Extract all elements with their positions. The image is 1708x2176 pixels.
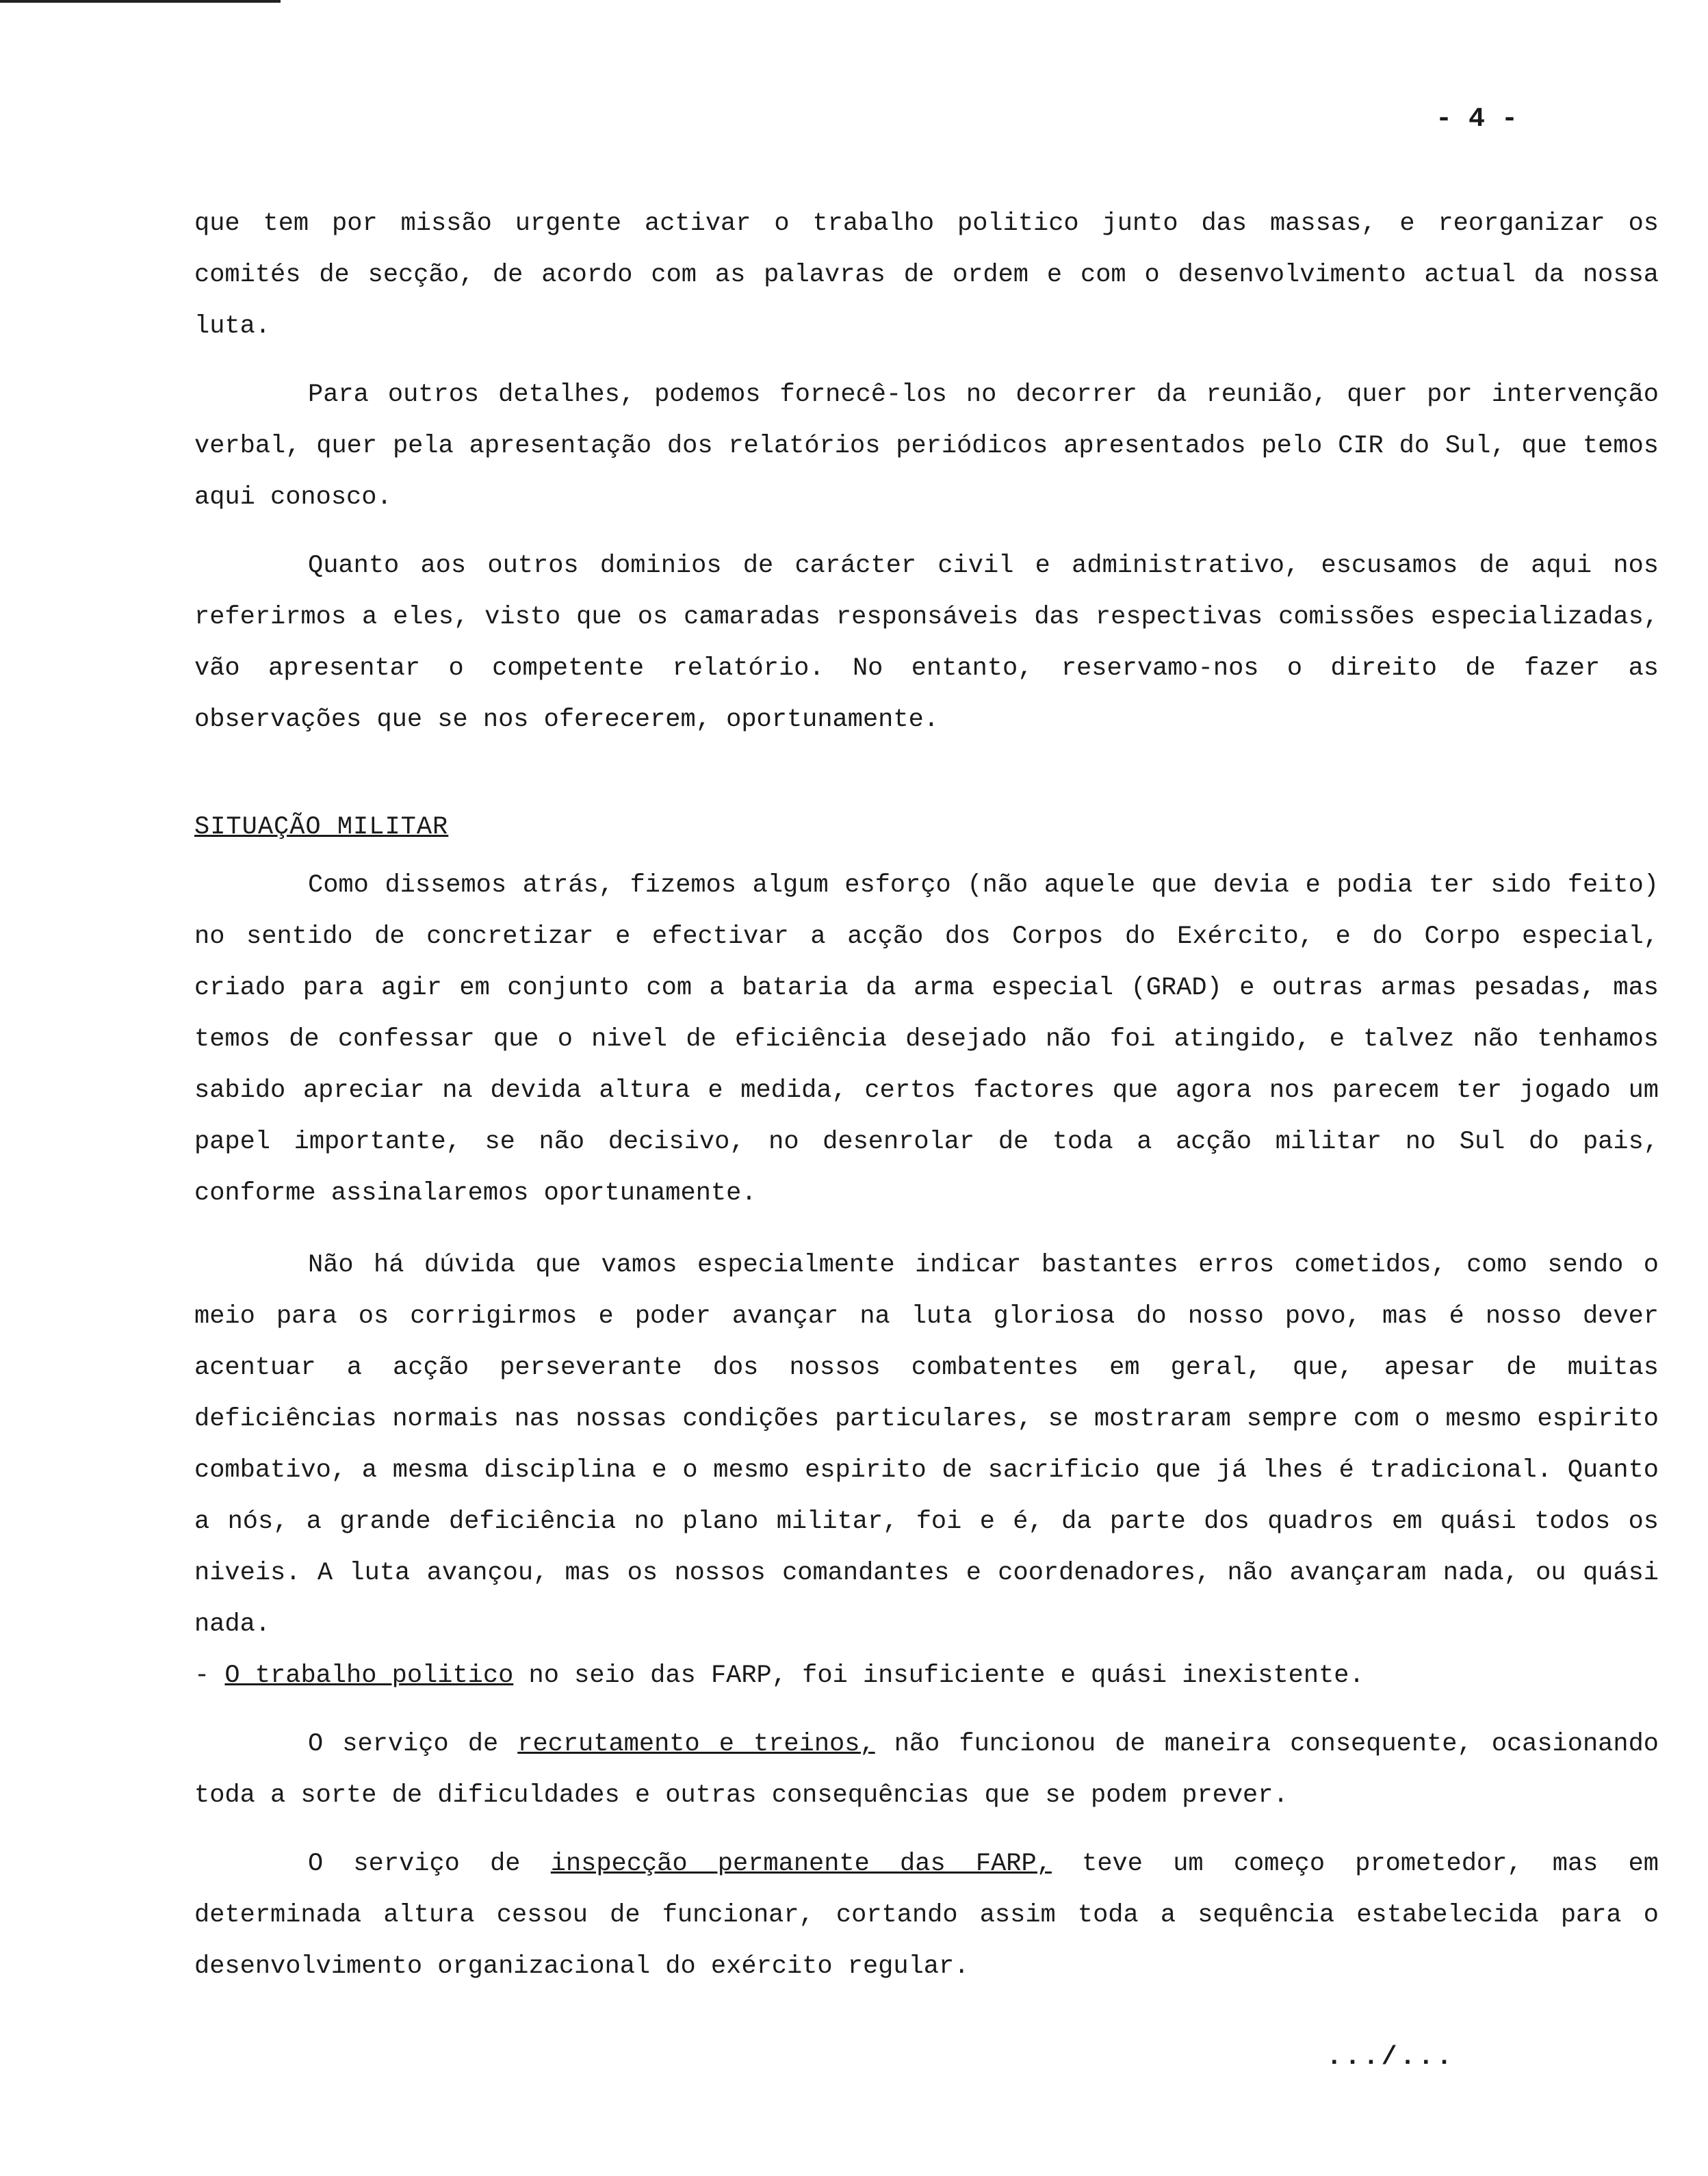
paragraph-continuation: que tem por missão urgente activar o trabalho politico junto das massas, e reorganizar os comités de secção, de acordo com as palavras de ordem e com o desenvolvimento actual da nossa luta. [194,209,1659,341]
list-item-political-work [194,1650,1659,1702]
list-dash: - [194,1661,225,1690]
paragraph-inspection [194,1839,1659,1993]
paragraph-details: Para outros detalhes, podemos fornecê-los no decorrer da reunião, quer por intervenção verbal, quer pela apresentação dos relatórios periódicos apresentados pelo CIR do Sul, que temos aqui conosco. [194,380,1659,512]
paragraph-rest-text: não funcionou de maneira consequente, ocasionando toda a sorte de dificuldades e outras consequências que se podem prever. [194,1730,1659,1810]
paragraph-civil-domains: Quanto aos outros dominios de carácter civil e administrativo, escusamos de aqui nos referirmos a eles, visto que os camaradas responsáveis das respectivas comissões especializadas, vão apresentar o competente relatório. No entanto, reservamo-nos o direito de fazer as observações que se nos oferecerem, oportunamente. [194,552,1659,734]
underlined-term-inspection: inspecção permanente das FARP, [550,1850,1052,1878]
list-item-text: no seio das FARP, foi insuficiente e quási inexistente. [513,1661,1364,1690]
paragraph-recruitment [194,1719,1659,1822]
continuation-mark: .../... [1326,2043,1455,2072]
paragraph-lead-text: O serviço de [308,1730,518,1759]
document-body [194,198,1659,1993]
underlined-term-political-work: O trabalho politico [224,1661,514,1690]
page-number: - 4 - [1435,104,1518,135]
paragraph-lead-text: O serviço de [308,1850,551,1878]
section-heading-military-situation: SITUAÇÃO MILITAR [194,813,449,842]
underlined-term-recruitment: recrutamento e treinos, [517,1730,875,1759]
paragraph-rest-text: teve um começo prometedor, mas em determinada altura cessou de funcionar, cortando assim toda a sequência estabelecida para o desenvolvimento organizacional do exército regular. [194,1850,1659,1981]
paragraph-army-corps: Como dissemos atrás, fizemos algum esforço (não aquele que devia e podia ter sido feito) no sentido de concretizar e efectivar a acção dos Corpos do Exército, e do Corpo especial, criado para agir em conjunto com a bataria da arma especial (GRAD) e outras armas pesadas, mas temos de confessar que o nivel de eficiência desejado não foi atingido, e talvez não tenhamos sabido apreciar na devida altura e medida, certos factores que agora nos parecem ter jogado um papel importante, se não decisivo, no desenrolar de toda a acção militar no Sul do pais, conforme assinalaremos oportunamente. [194,871,1659,1208]
top-edge-rule [0,0,281,3]
paragraph-errors-committed: Não há dúvida que vamos especialmente indicar bastantes erros cometidos, como sendo o meio para os corrigirmos e poder avançar na luta gloriosa do nosso povo, mas é nosso dever acentuar a acção perseverante dos nossos combatentes em geral, que, apesar de muitas deficiências normais nas nossas condições particulares, se mostraram sempre com o mesmo espirito combativo, a mesma disciplina e o mesmo espirito de sacrificio que já lhes é tradicional. Quanto a nós, a grande deficiência no plano militar, foi e é, da parte dos quadros em quási todos os niveis. A luta avançou, mas os nossos comandantes e coordenadores, não avançaram nada, ou quási nada. [194,1251,1659,1639]
